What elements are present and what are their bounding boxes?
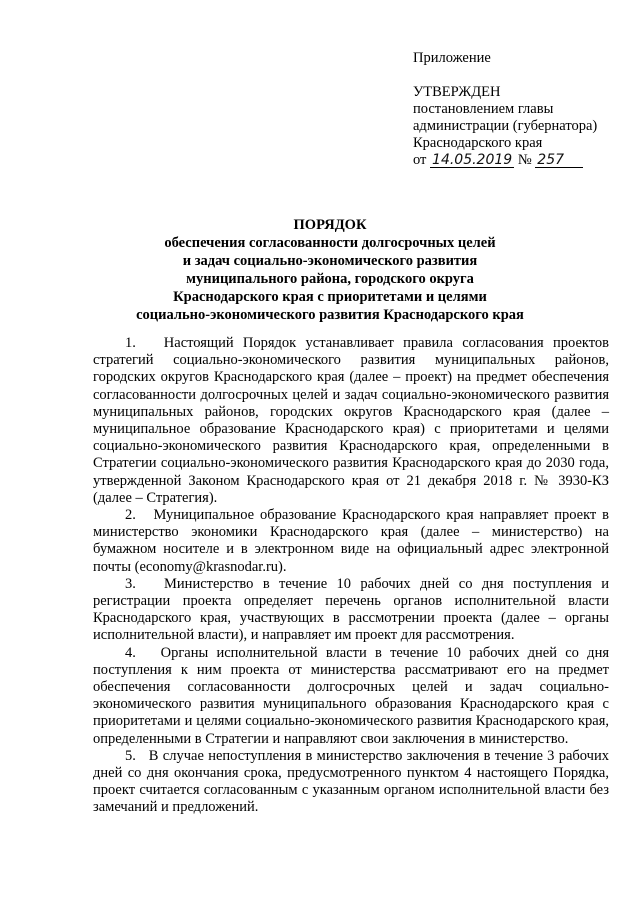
approval-stamp-block [413,50,633,169]
date-number-line [413,152,633,169]
paragraph-4: 4. Органы исполнительной власти в течение 10 рабочих дней со дня поступления к ним проекта от министерства рассматривают его на предмет обеспечения согласованности долгосрочных целей и задач социально-экономического развития муниципального образования Краснодарского края с приоритетами и целями социально-экономического развития Краснодарского края, определенными в Стратегии и направляют свои заключения в министерство. [93,644,609,747]
appendix-label: Приложение [413,50,491,66]
approved-line-2: администрации (губернатора) [413,118,598,134]
title-line: Краснодарского края с приоритетами и целями [173,289,487,305]
paragraph-5: 5. В случае непоступления в министерство заключения в течение 3 рабочих дней со дня окончания срока, предусмотренного пунктом 4 настоящего Порядка, проект считается согласованным с указанным органом исполнительной власти без замечаний и предложений. [93,747,609,816]
document-title [60,216,600,324]
title-line: и задач социально-экономического развития [182,253,478,269]
approved-heading: УТВЕРЖДЕН [413,84,501,100]
approved-line-3: Краснодарского края [413,135,543,151]
date-prefix: от [413,152,427,168]
title-line: социально-экономического развития Краснодарского края [136,307,524,323]
paragraph-1: 1. Настоящий Порядок устанавливает правила согласования проектов стратегий социально-экономического развития муниципальных районов, городских округов Краснодарского края (далее – проект) на предмет обеспечения согласованности долгосрочных целей и задач социально-экономического развития муниципальных районов, городских округов Краснодарского края (далее – муниципальное образование Краснодарского края) с приоритетами и целями социально-экономического развития Краснодарского края, определенными в Стратегии социально-экономического развития Краснодарского края до 2030 года, утвержденной Законом Краснодарского края от 21 декабря 2018 г. № 3930-КЗ (далее – Стратегия). [93,335,609,506]
title-line: муниципального района, городского округа [186,271,474,287]
paragraph-3: 3. Министерство в течение 10 рабочих дней со дня поступления и регистрации проекта определяет перечень органов исполнительной власти Краснодарского края, участвующих в рассмотрении проекта (далее – органы исполнительной власти), и направляет им проект для рассмотрения. [93,575,609,644]
paragraph-2: 2. Муниципальное образование Краснодарского края направляет проект в министерство экономики Краснодарского края (далее – министерство) на бумажном носителе и в электронном виде на официальный адрес электронной почты (economy@krasnodar.ru). [93,507,609,575]
number-prefix: № [517,152,532,168]
handwritten-date: 14.05.2019 [432,152,513,168]
document-body [93,335,609,817]
handwritten-number: 257 [535,153,583,168]
approved-line-1: постановлением главы [413,101,554,117]
title-heading: ПОРЯДОК [293,217,367,233]
title-line: обеспечения согласованности долгосрочных целей [164,235,496,251]
